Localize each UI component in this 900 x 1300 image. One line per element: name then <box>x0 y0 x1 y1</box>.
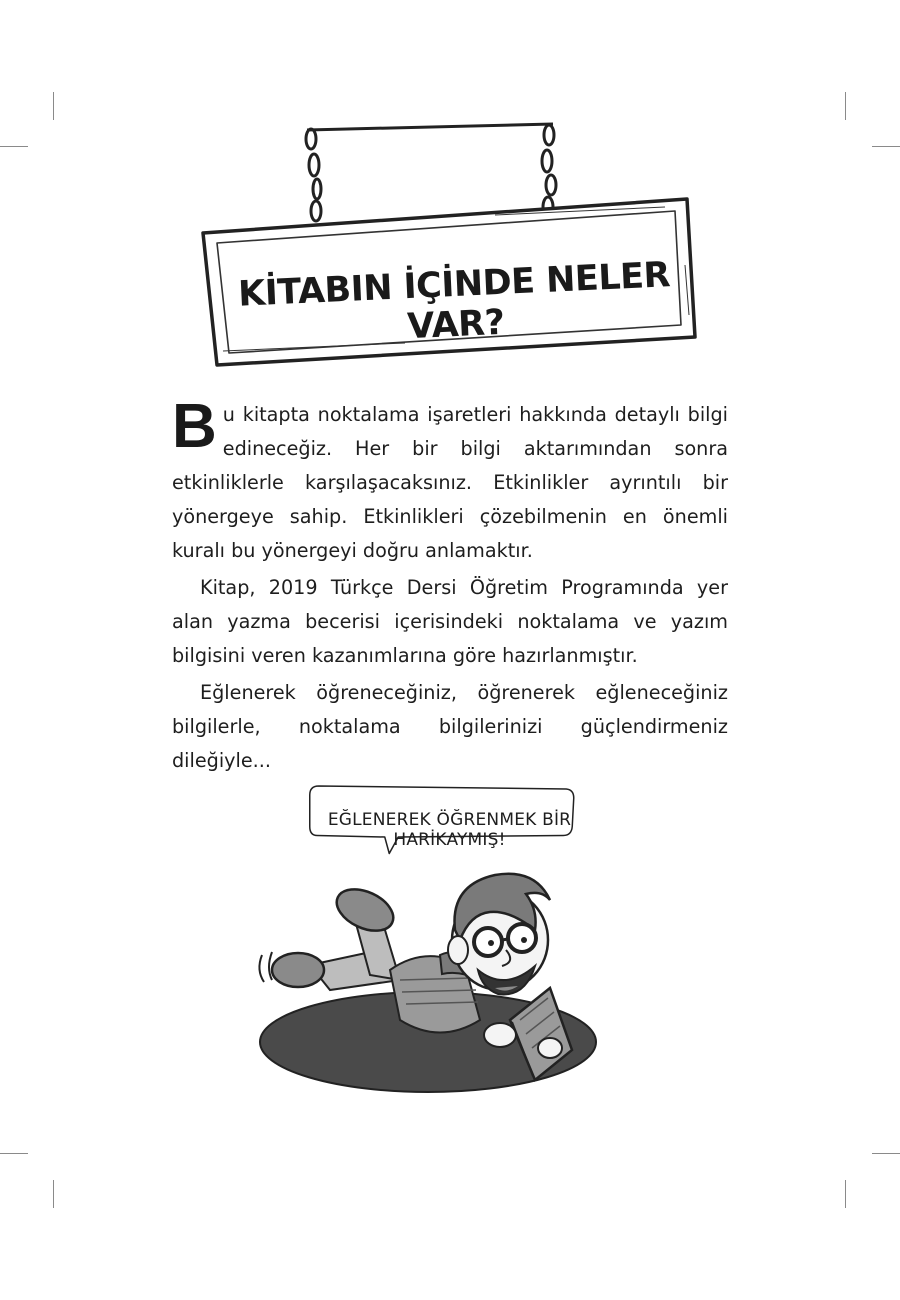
paragraph-3: Eğlenerek öğreneceğiniz, öğrenerek eğleneceğiniz bilgilerle, noktalama bilgilerinizi güçlendirmeniz dileğiyle... <box>172 681 728 772</box>
crop-mark <box>0 1153 28 1154</box>
drop-cap: B <box>172 392 217 461</box>
crop-mark <box>53 1180 54 1208</box>
paragraph-1 <box>172 392 728 568</box>
intro-text <box>172 392 728 781</box>
crop-mark <box>0 146 28 147</box>
speech-text: EĞLENEREK ÖĞRENMEK BİR HARİKAYMIŞ! <box>327 810 572 850</box>
crop-mark <box>872 1153 900 1154</box>
crop-mark <box>845 1180 846 1208</box>
crop-mark <box>845 92 846 120</box>
boy-reading-book-icon <box>250 870 620 1100</box>
paragraph-1-text: u kitapta noktalama işaretleri hakkında detaylı bilgi edineceğiz. Her bir bilgi aktarımından sonra etkinliklerle karşılaşacaksınız. Etkinlikler ayrıntılı bir yönergeye sahip. Etkinlikleri çözebilmenin en önemli kuralı bu yönergeyi doğru anlamaktır. <box>172 403 728 562</box>
hanging-sign <box>195 115 705 375</box>
crop-mark <box>53 92 54 120</box>
paragraph-2: Kitap, 2019 Türkçe Dersi Öğretim Programında yer alan yazma becerisi içerisindeki noktalama ve yazım bilgisini veren kazanımlarına göre hazırlanmıştır. <box>172 576 728 667</box>
page-title: KİTABIN İÇİNDE NELER VAR? <box>237 255 671 348</box>
crop-mark <box>872 146 900 147</box>
